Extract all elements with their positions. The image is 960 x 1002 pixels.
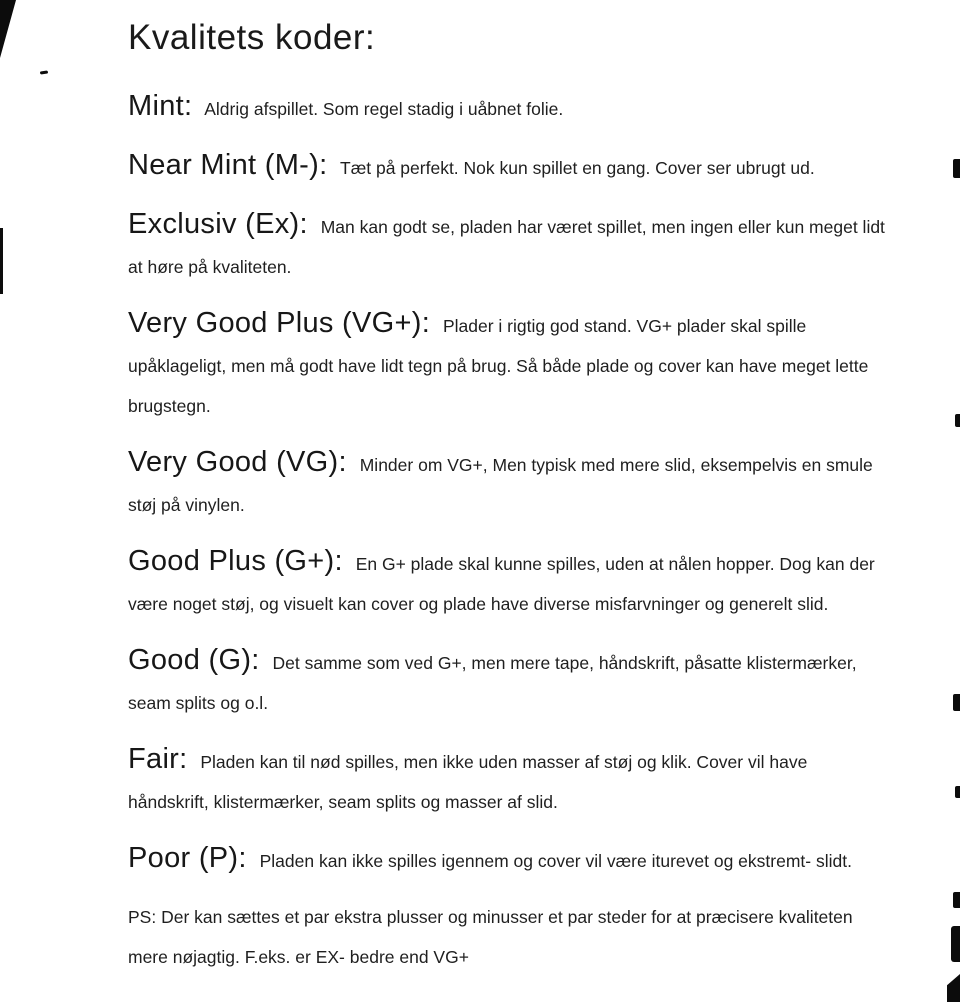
grade-entry-very-good xyxy=(128,442,888,525)
scan-artifact-right-edge-1 xyxy=(953,159,960,178)
grade-entry-poor xyxy=(128,838,888,881)
grade-description: Aldrig afspillet. Som regel stadig i uåbnet folie. xyxy=(204,99,564,119)
grade-description: Pladen kan ikke spilles igennem og cover vil være iturevet og ekstremt- slidt. xyxy=(259,851,852,871)
scan-artifact-bottom-right-corner xyxy=(947,974,960,1002)
grade-term: Good (G): xyxy=(128,644,260,676)
document-title: Kvalitets koder: xyxy=(128,18,376,57)
grade-entry-good xyxy=(128,640,888,723)
grade-term: Mint: xyxy=(128,90,193,122)
grade-description: Plader i rigtig god stand. VG+ plader skal spille upåklageligt, men må godt have lidt tegn på brug. Så både plade og cover kan have meget lette brugstegn. xyxy=(128,316,869,416)
grade-entry-near-mint xyxy=(128,145,888,188)
grade-term: Very Good Plus (VG+): xyxy=(128,307,431,339)
grade-entry-mint xyxy=(128,86,888,129)
scan-artifact-left-edge-line xyxy=(0,228,3,294)
grade-entry-exclusiv xyxy=(128,204,888,287)
ps-note: PS: Der kan sættes et par ekstra plusser og minusser et par steder for at præcisere kvaliteten mere nøjagtig. F.eks. er EX- bedre end VG+ xyxy=(128,907,853,967)
grade-description: Tæt på perfekt. Nok kun spillet en gang. Cover ser ubrugt ud. xyxy=(340,158,815,178)
grade-description: Man kan godt se, pladen har været spillet, men ingen eller kun meget lidt at høre på kvaliteten. xyxy=(128,217,885,277)
grade-description: Minder om VG+, Men typisk med mere slid, eksempelvis en smule støj på vinylen. xyxy=(128,455,873,515)
grade-term: Near Mint (M-): xyxy=(128,149,328,181)
scan-artifact-right-edge-3 xyxy=(953,694,960,711)
scan-artifact-right-edge-4 xyxy=(955,786,960,798)
grade-entry-good-plus xyxy=(128,541,888,624)
grade-description: Pladen kan til nød spilles, men ikke uden masser af støj og klik. Cover vil have håndskrift, klistermærker, seam splits og masser af slid. xyxy=(128,752,808,812)
scan-artifact-right-edge-5 xyxy=(953,892,960,908)
scan-artifact-right-edge-2 xyxy=(955,414,960,427)
grade-term: Poor (P): xyxy=(128,842,247,874)
grade-description: En G+ plade skal kunne spilles, uden at nålen hopper. Dog kan der være noget støj, og visuelt kan cover og plade have diverse misfarvninger og generelt slid. xyxy=(128,554,875,614)
grade-entry-fair xyxy=(128,739,888,822)
grade-entry-very-good-plus xyxy=(128,303,888,426)
grade-term: Fair: xyxy=(128,743,188,775)
grade-term: Exclusiv (Ex): xyxy=(128,208,308,240)
grade-description: Det samme som ved G+, men mere tape, håndskrift, påsatte klistermærker, seam splits og o.l. xyxy=(128,653,857,713)
scan-artifact-right-edge-6 xyxy=(951,926,960,962)
grade-term: Good Plus (G+): xyxy=(128,545,343,577)
grade-term: Very Good (VG): xyxy=(128,446,347,478)
